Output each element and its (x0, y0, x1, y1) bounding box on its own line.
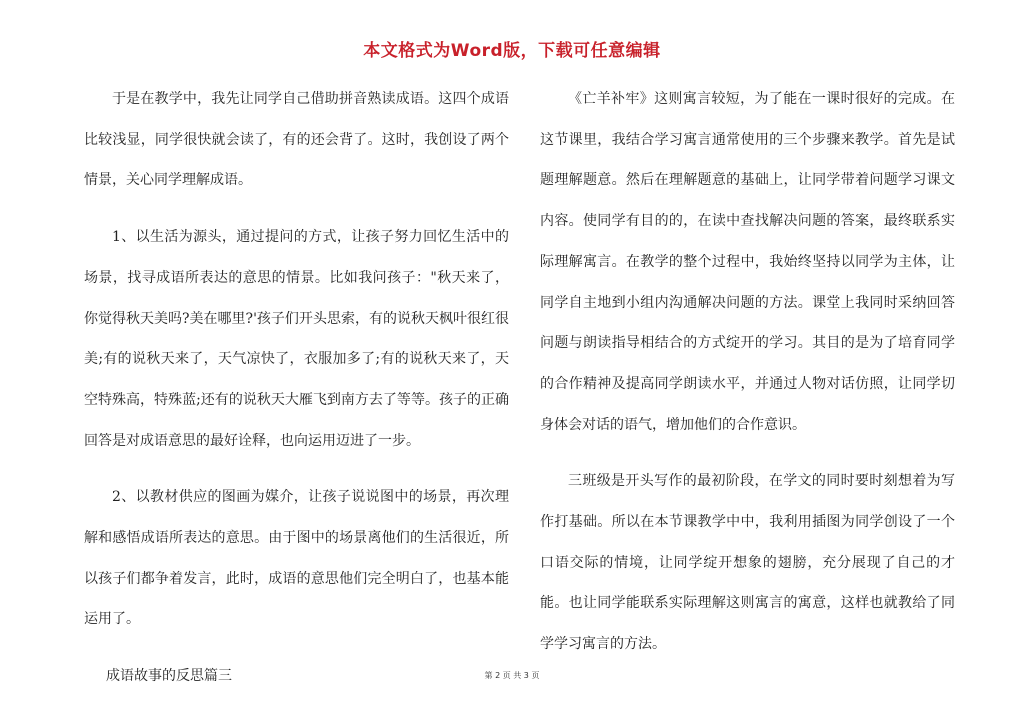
left-column (84, 79, 509, 697)
paragraph-point-1: 1、以生活为源头，通过提问的方式，让孩子努力回忆生活中的场景，找寻成语所表达的意思的情景。比如我问孩子："秋天来了，你觉得秋天美吗?美在哪里?'孩子们开头思索，有的说秋天枫叶很红很美;有的说秋天来了，天气凉快了，衣服加多了;有的说秋天来了，天空特殊高，特殊蓝;还有的说秋天大雁飞到南方去了等等。孩子的正确回答是对成语意思的最好诠释，也向运用迈进了一步。 (84, 229, 509, 449)
right-column (540, 79, 955, 665)
paragraph-fable-teaching: 《亡羊补牢》这则寓言较短，为了能在一课时很好的完成。在这节课里，我结合学习寓言通常使用的三个步骤来教学。首先是试题理解题意。然后在理解题意的基础上，让同学带着问题学习课文内容。使同学有目的的，在读中查找解决问题的答案，最终联系实际理解寓言。在教学的整个过程中，我始终坚持以同学为主体，让同学自主地到小组内沟通解决问题的方法。课堂上我同时采纳回答问题与朗读指导相结合的方式绽开的学习。其目的是为了培育同学的合作精神及提高同学朗读水平，并通过人物对话仿照，让同学切身体会对话的语气，增加他们的合作意识。 (540, 91, 955, 433)
section-heading: 成语故事的反思篇三 (106, 668, 232, 685)
page-number: 第 2 页 共 3 页 (484, 671, 540, 680)
paragraph-intro: 于是在教学中，我先让同学自己借助拼音熟读成语。这四个成语比较浅显，同学很快就会读了，有的还会背了。这时，我创设了两个情景，关心同学理解成语。 (84, 91, 509, 189)
paragraph-point-2: 2、以教材供应的图画为媒介，让孩子说说图中的场景，再次理解和感悟成语所表达的意思。由于图中的场景离他们的生活很近，所以孩子们都争着发言，此时，成语的意思他们完全明白了，也基本能运用了。 (84, 489, 509, 628)
word-format-banner: 本文格式为Word版，下载可任意编辑 (363, 41, 661, 61)
paragraph-writing-foundation: 三班级是开头写作的最初阶段，在学文的同时要时刻想着为写作打基础。所以在本节课教学中中，我利用插图为同学创设了一个口语交际的情境，让同学绽开想象的翅膀，充分展现了自己的才能。也让同学能联系实际理解这则寓言的寓意，这样也就教给了同学学习寓言的方法。 (540, 473, 955, 653)
